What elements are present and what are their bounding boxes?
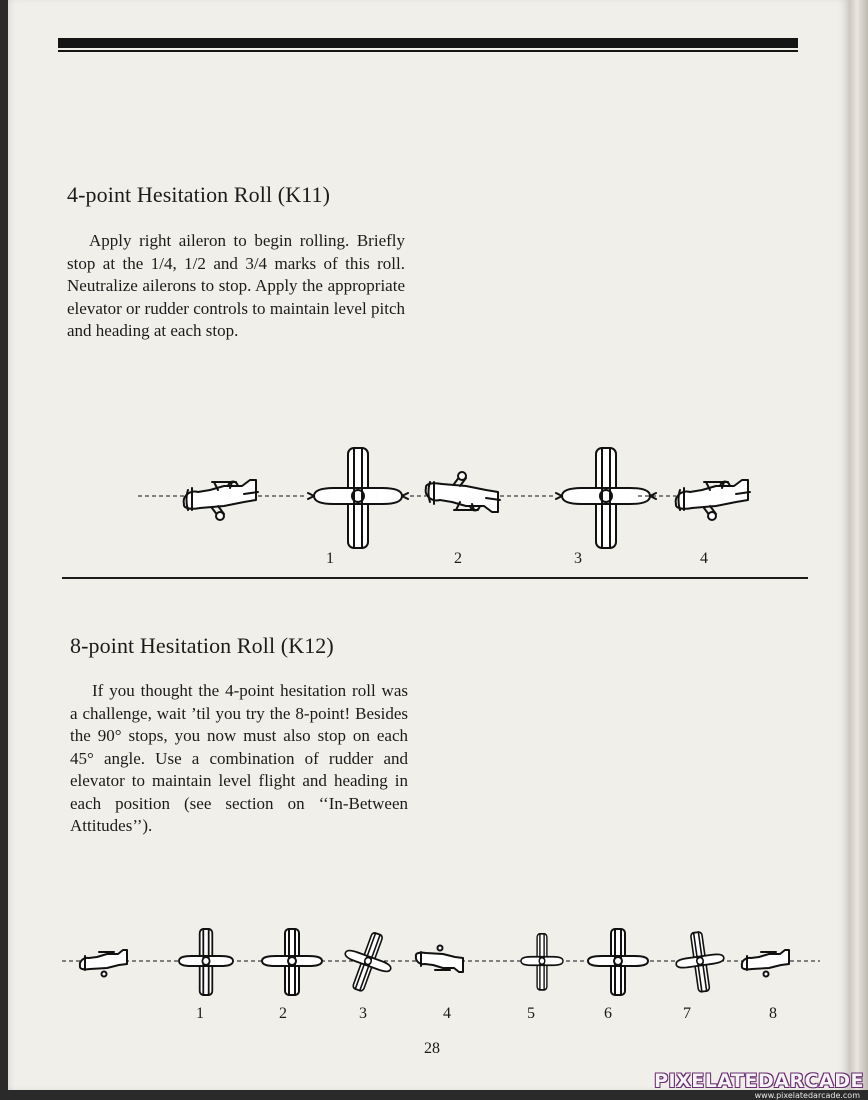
figure-8point-label: 7: [683, 1005, 691, 1022]
figure-8point-label: 5: [527, 1005, 535, 1022]
section-divider: [62, 577, 808, 579]
plane-position-4: [676, 480, 750, 520]
figure-4point-roll: [0, 430, 868, 560]
mini-plane-position-0: [80, 950, 127, 977]
plane-position-0: [184, 480, 258, 520]
figure-8point-label: 6: [604, 1005, 612, 1022]
plane-position-1: [308, 448, 408, 548]
mini-plane-position-2: [262, 929, 322, 995]
mini-plane-position-1: [179, 929, 233, 995]
figure-8point-label: 4: [443, 1005, 451, 1022]
mini-plane-position-4: [416, 946, 463, 973]
section-8point-body: If you thought the 4-point hesitation roll was a challenge, wait ’til you try the 8-point! Besides the 90° stops, you now must also stop on each 45° angle. Use a combination of rudder and elevator to maintain level flight and heading in each position (see section on ‘‘In-Between Attitudes’’).: [70, 681, 408, 835]
watermark-url: www.pixelatedarcade.com: [754, 1091, 860, 1100]
figure-4point-label: 3: [574, 550, 582, 567]
header-rule-thin: [58, 50, 798, 52]
mini-plane-position-5: [521, 934, 563, 990]
figure-8point-label: 8: [769, 1005, 777, 1022]
section-4point-title: 4-point Hesitation Roll (K11): [67, 182, 331, 207]
figure-4point-label: 4: [700, 550, 708, 567]
figure-8point-roll: [0, 915, 868, 1005]
figure-8point-labels: [0, 1005, 868, 1025]
section-8point-title: 8-point Hesitation Roll (K12): [70, 633, 334, 658]
figure-8point-label: 2: [279, 1005, 287, 1022]
header-rule-thick: [58, 38, 798, 48]
figure-4point-labels: [0, 550, 868, 570]
section-4point-body: Apply right aileron to begin rolling. Briefly stop at the 1/4, 1/2 and 3/4 marks of this roll. Neutralize ailerons to stop. Apply the appropriate elevator or rudder controls to maintain level pitch and heading at each stop.: [67, 231, 405, 340]
mini-plane-position-3: [335, 926, 400, 998]
figure-8point-label: 1: [196, 1005, 204, 1022]
mini-plane-position-7: [672, 929, 728, 995]
mini-plane-position-8: [742, 950, 789, 977]
page-number: 28: [424, 1040, 440, 1057]
figure-8point-label: 3: [359, 1005, 367, 1022]
plane-position-3: [556, 448, 656, 548]
watermark-brand: PIXELATEDARCADE: [654, 1070, 864, 1092]
figure-4point-label: 1: [326, 550, 334, 567]
mini-plane-position-6: [588, 929, 648, 995]
figure-4point-label: 2: [454, 550, 462, 567]
plane-position-2: [426, 472, 500, 512]
